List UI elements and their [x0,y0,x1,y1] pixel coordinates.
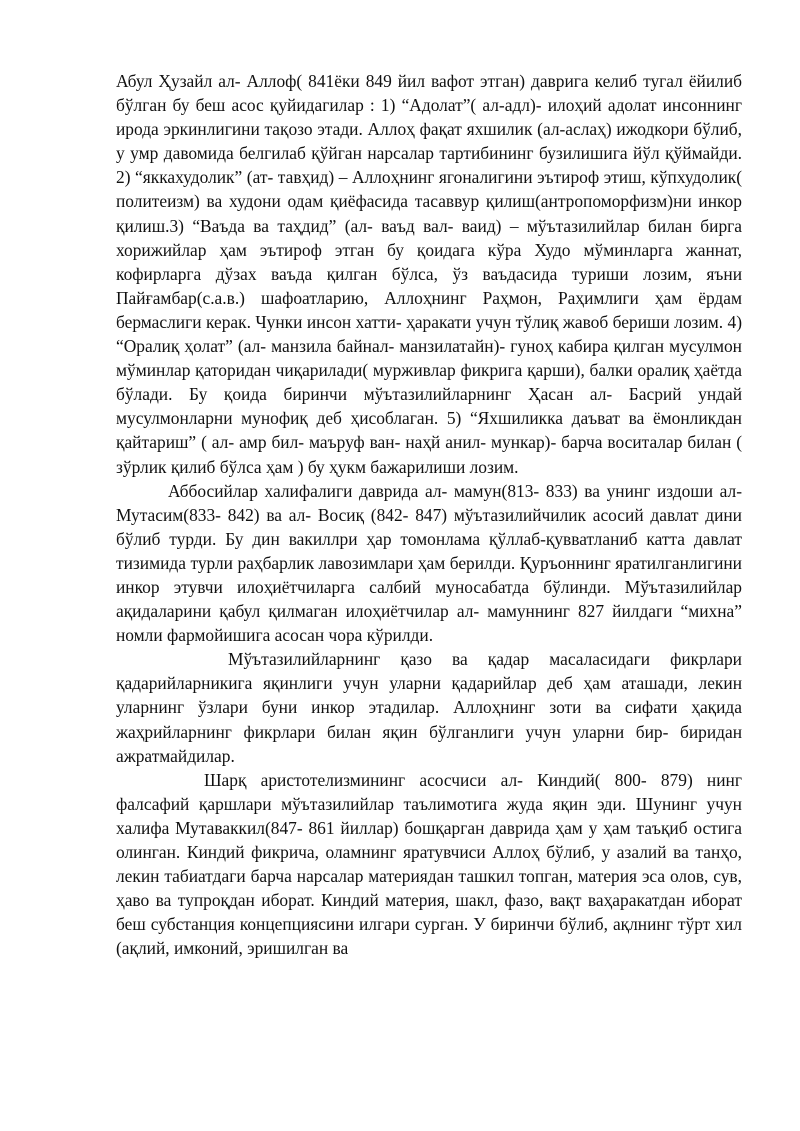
paragraph-abul-huzayl: Абул Ҳузайл ал- Аллоф( 841ёки 849 йил вафот этган) даврига келиб тугал ёйилиб бўлган бу беш асос қуйидагилар : 1) “Адолат”( ал-адл)- илоҳий адолат инсоннинг ирода эркинлигини тақозо этади. Аллоҳ фақат яхшилик (ал-аслаҳ) ижодкори бўлиб, у умр давомида белгилаб қўйган нарсалар тартибининг бузилишига йўл қўймайди. 2) “яккахудолик” (ат- тавҳид) – Аллоҳнинг ягоналигини эътироф этиш, кўпхудолик( политеизм) ва худони одам қиёфасида тасаввур қилиш(антропоморфизм)ни инкор қилиш.3) “Ваъда ва таҳдид” (ал- ваъд вал- ваид) – мўътазилийлар билан бирга хорижийлар ҳам эътироф этган бу қоидага кўра Худо мўминларга жаннат, кофирларга дўзах ваъда қилган бўлса, ўз ваъдасида туриши лозим, яъни Пайғамбар(с.а.в.) шафоатларию, Аллоҳнинг Раҳмон, Раҳимлиги ҳам ёрдам бермаслиги керак. Чунки инсон хатти- ҳаракати учун тўлиқ жавоб бериши лозим. 4) “Оралиқ ҳолат” (ал- манзила байнал- манзилатайн)- гуноҳ кабира қилган мусулмон мўминлар қаторидан чиқарилади( мурживлар фикрига қарши), балки оралиқ ҳаётда бўлади. Бу қоида биринчи мўътазилийларнинг Ҳасан ал- Басрий ундай мусулмонларни мунофиқ деб ҳисоблаган. 5) “Яхшиликка даъват ва ёмонликдан қайтариш” ( ал- амр бил- маъруф ван- наҳй анил- мункар)- барча воситалар билан ( зўрлик қилиб бўлса ҳам ) бу ҳукм бажарилиши лозим. [116,71,742,477]
document-page [116,69,742,960]
paragraph-abbasid-caliphate: Аббосийлар халифалиги даврида ал- мамун(813- 833) ва унинг издоши ал- Мутасим(833- 842) ва ал- Восиқ (842- 847) мўътазилийчилик асосий давлат дини бўлиб турди. Бу дин вакиллри ҳар томонлама қўллаб-қувватланиб катта давлат тизимида турли раҳбарлик лавозимлари ҳам берилди. Қуръоннинг яратилганлигини инкор этувчи илоҳиётчиларга салбий муносабатда бўлинди. Мўътазилийлар ақидаларини қабул қилмаган илоҳиётчилар ал- мамуннинг 827 йилдаги “михна” номли фармойишига асосан чора кўрилди. [116,480,742,646]
paragraph-al-kindi: Шарқ аристотелизмининг асосчиси ал- Киндий( 800- 879) нинг фалсафий қаршлари мўътазилийлар таълимотига жуда яқин эди. Шунинг учун халифа Мутаваккил(847- 861 йиллар) бошқарган даврида ҳам у ҳам таъқиб остига олинган. Киндий фикрича, оламнинг яратувчиси Аллоҳ бўлиб, у азалий ва танҳо, лекин табиатдаги барча нарсалар материядан ташкил топган, материя эса олов, сув, ҳаво ва тупроқдан иборат. Киндий материя, шакл, фазо, вақт ваҳаракатдан иборат беш субстанция концепциясини илгари сурган. У биринчи бўлиб, ақлнинг тўрт хил (ақлий, имконий, эришилган ва [116,769,742,959]
paragraph-qaza-qadar: Мўътазилийларнинг қазо ва қадар масаласидаги фикрлари қадарийларникига яқинлиги учун уларни қадарийлар деб ҳам аташади, лекин уларнинг ўзлари буни инкор этадилар. Аллоҳнинг зоти ва сифати ҳақида жаҳрийларнинг фикрлари билан яқин бўлганлиги учун уларни бир- биридан ажратмайдилар. [116,649,742,766]
